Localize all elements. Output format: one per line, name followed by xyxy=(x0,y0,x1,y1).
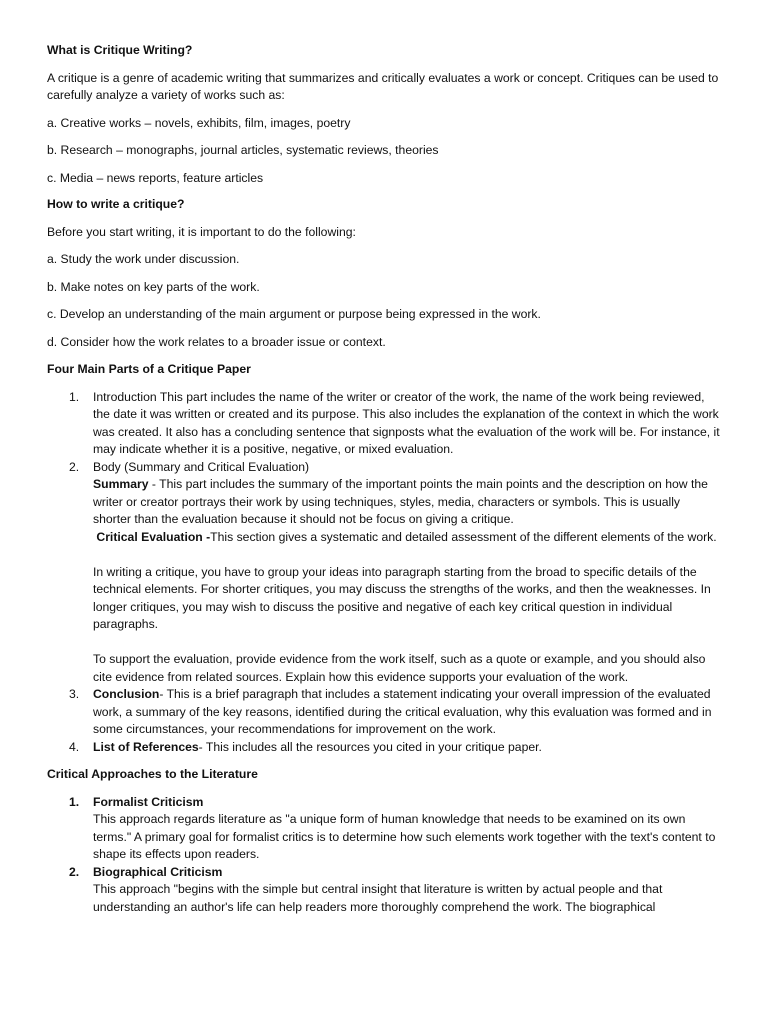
list-number: 2. xyxy=(69,459,80,474)
work-type-item-research: b. Research – monographs, journal articles, systematic reviews, theories xyxy=(47,143,439,157)
conclusion-text: - This is a brief paragraph that includes a statement indicating your overall impression of the evaluated work, a summary of the key reasons, identified during the critical evaluation, why this evaluation was formed and in some circumstances, your recommendations for improvement on the work. xyxy=(93,687,712,736)
grouping-ideas-paragraph: In writing a critique, you have to group your ideas into paragraph starting from the broad to specific details of the technical elements. For shorter critiques, you may discuss the strengths of the works, and then the weaknesses. In longer critiques, you may wish to discuss the positive and negative of each key critical question in individual paragraphs. xyxy=(93,564,711,631)
section-heading-how-to-write: How to write a critique? xyxy=(47,197,185,211)
paragraph-spacer xyxy=(93,634,720,652)
prewriting-step-study: a. Study the work under discussion. xyxy=(47,252,240,266)
section-heading-what-is-critique: What is Critique Writing? xyxy=(47,43,193,57)
critical-evaluation-label: Critical Evaluation - xyxy=(96,529,211,544)
conclusion-label: Conclusion xyxy=(93,687,160,701)
list-item-introduction xyxy=(47,389,720,459)
prewriting-step-context: d. Consider how the work relates to a broader issue or context. xyxy=(47,334,386,349)
summary-paragraph xyxy=(93,476,720,529)
summary-text: - This part includes the summary of the important points the main points and the description on how the writer or creator portrays their work by using techniques, styles, media, characters or symbols. This is usually shorter than the evaluation because it should not be focus on giving a critique. xyxy=(93,477,708,526)
body-title: Body (Summary and Critical Evaluation) xyxy=(93,459,310,474)
prewriting-step-notes: b. Make notes on key parts of the work. xyxy=(47,279,260,294)
list-item-body xyxy=(47,459,720,687)
list-number: 4. xyxy=(69,739,80,754)
prewriting-intro-paragraph: Before you start writing, it is important to do the following: xyxy=(47,224,356,239)
summary-label: Summary xyxy=(93,477,149,491)
references-text: - This includes all the resources you cited in your critique paper. xyxy=(198,739,542,754)
list-item-biographical xyxy=(47,864,720,917)
references-label: List of References xyxy=(93,739,199,754)
list-number: 1. xyxy=(69,389,80,404)
critique-definition-paragraph: A critique is a genre of academic writing that summarizes and critically evaluates a work or concept. Critiques can be used to carefully analyze a variety of works such as: xyxy=(47,70,719,102)
work-type-item-creative: a. Creative works – novels, exhibits, film, images, poetry xyxy=(47,115,351,130)
supporting-evidence-paragraph: To support the evaluation, provide evidence from the work itself, such as a quote or example, and you should also cite evidence from related sources. Explain how this evidence supports your evaluation of the work. xyxy=(93,652,706,684)
work-type-item-media: c. Media – news reports, feature articles xyxy=(47,170,264,185)
section-heading-critical-approaches: Critical Approaches to the Literature xyxy=(47,767,258,781)
critical-evaluation-paragraph xyxy=(93,529,720,547)
list-number: 2. xyxy=(69,864,80,879)
list-item-formalist xyxy=(47,794,720,864)
section-heading-four-parts: Four Main Parts of a Critique Paper xyxy=(47,362,251,376)
critique-parts-list xyxy=(47,389,720,757)
list-number: 1. xyxy=(69,794,80,809)
list-item-references xyxy=(47,739,720,757)
critical-evaluation-text: This section gives a systematic and detailed assessment of the different elements of the work. xyxy=(210,529,717,544)
critical-approaches-list xyxy=(47,794,720,917)
formalist-title: Formalist Criticism xyxy=(93,794,204,809)
formalist-text: This approach regards literature as "a unique form of human knowledge that needs to be examined on its own terms." A primary goal for formalist critics is to determine how such elements work together with the text's content to shape its effects upon readers. xyxy=(93,812,716,861)
prewriting-step-understanding: c. Develop an understanding of the main argument or purpose being expressed in the work. xyxy=(47,307,541,321)
biographical-text: This approach "begins with the simple but central insight that literature is written by actual people and that understanding an author's life can help readers more thoroughly comprehend the work. The biographical xyxy=(93,882,663,914)
list-number: 3. xyxy=(69,687,80,701)
introduction-text: Introduction This part includes the name of the writer or creator of the work, the name of the work being reviewed, the date it was written or created and its purpose. This also includes the explanation of the context in which the work was created. It also has a concluding sentence that signposts what the evaluation of the work will be. For instance, it may indicate whether it is a positive, negative, or mixed evaluation. xyxy=(93,389,720,456)
paragraph-spacer xyxy=(93,546,720,564)
biographical-title: Biographical Criticism xyxy=(93,864,223,879)
list-item-conclusion xyxy=(47,686,720,739)
